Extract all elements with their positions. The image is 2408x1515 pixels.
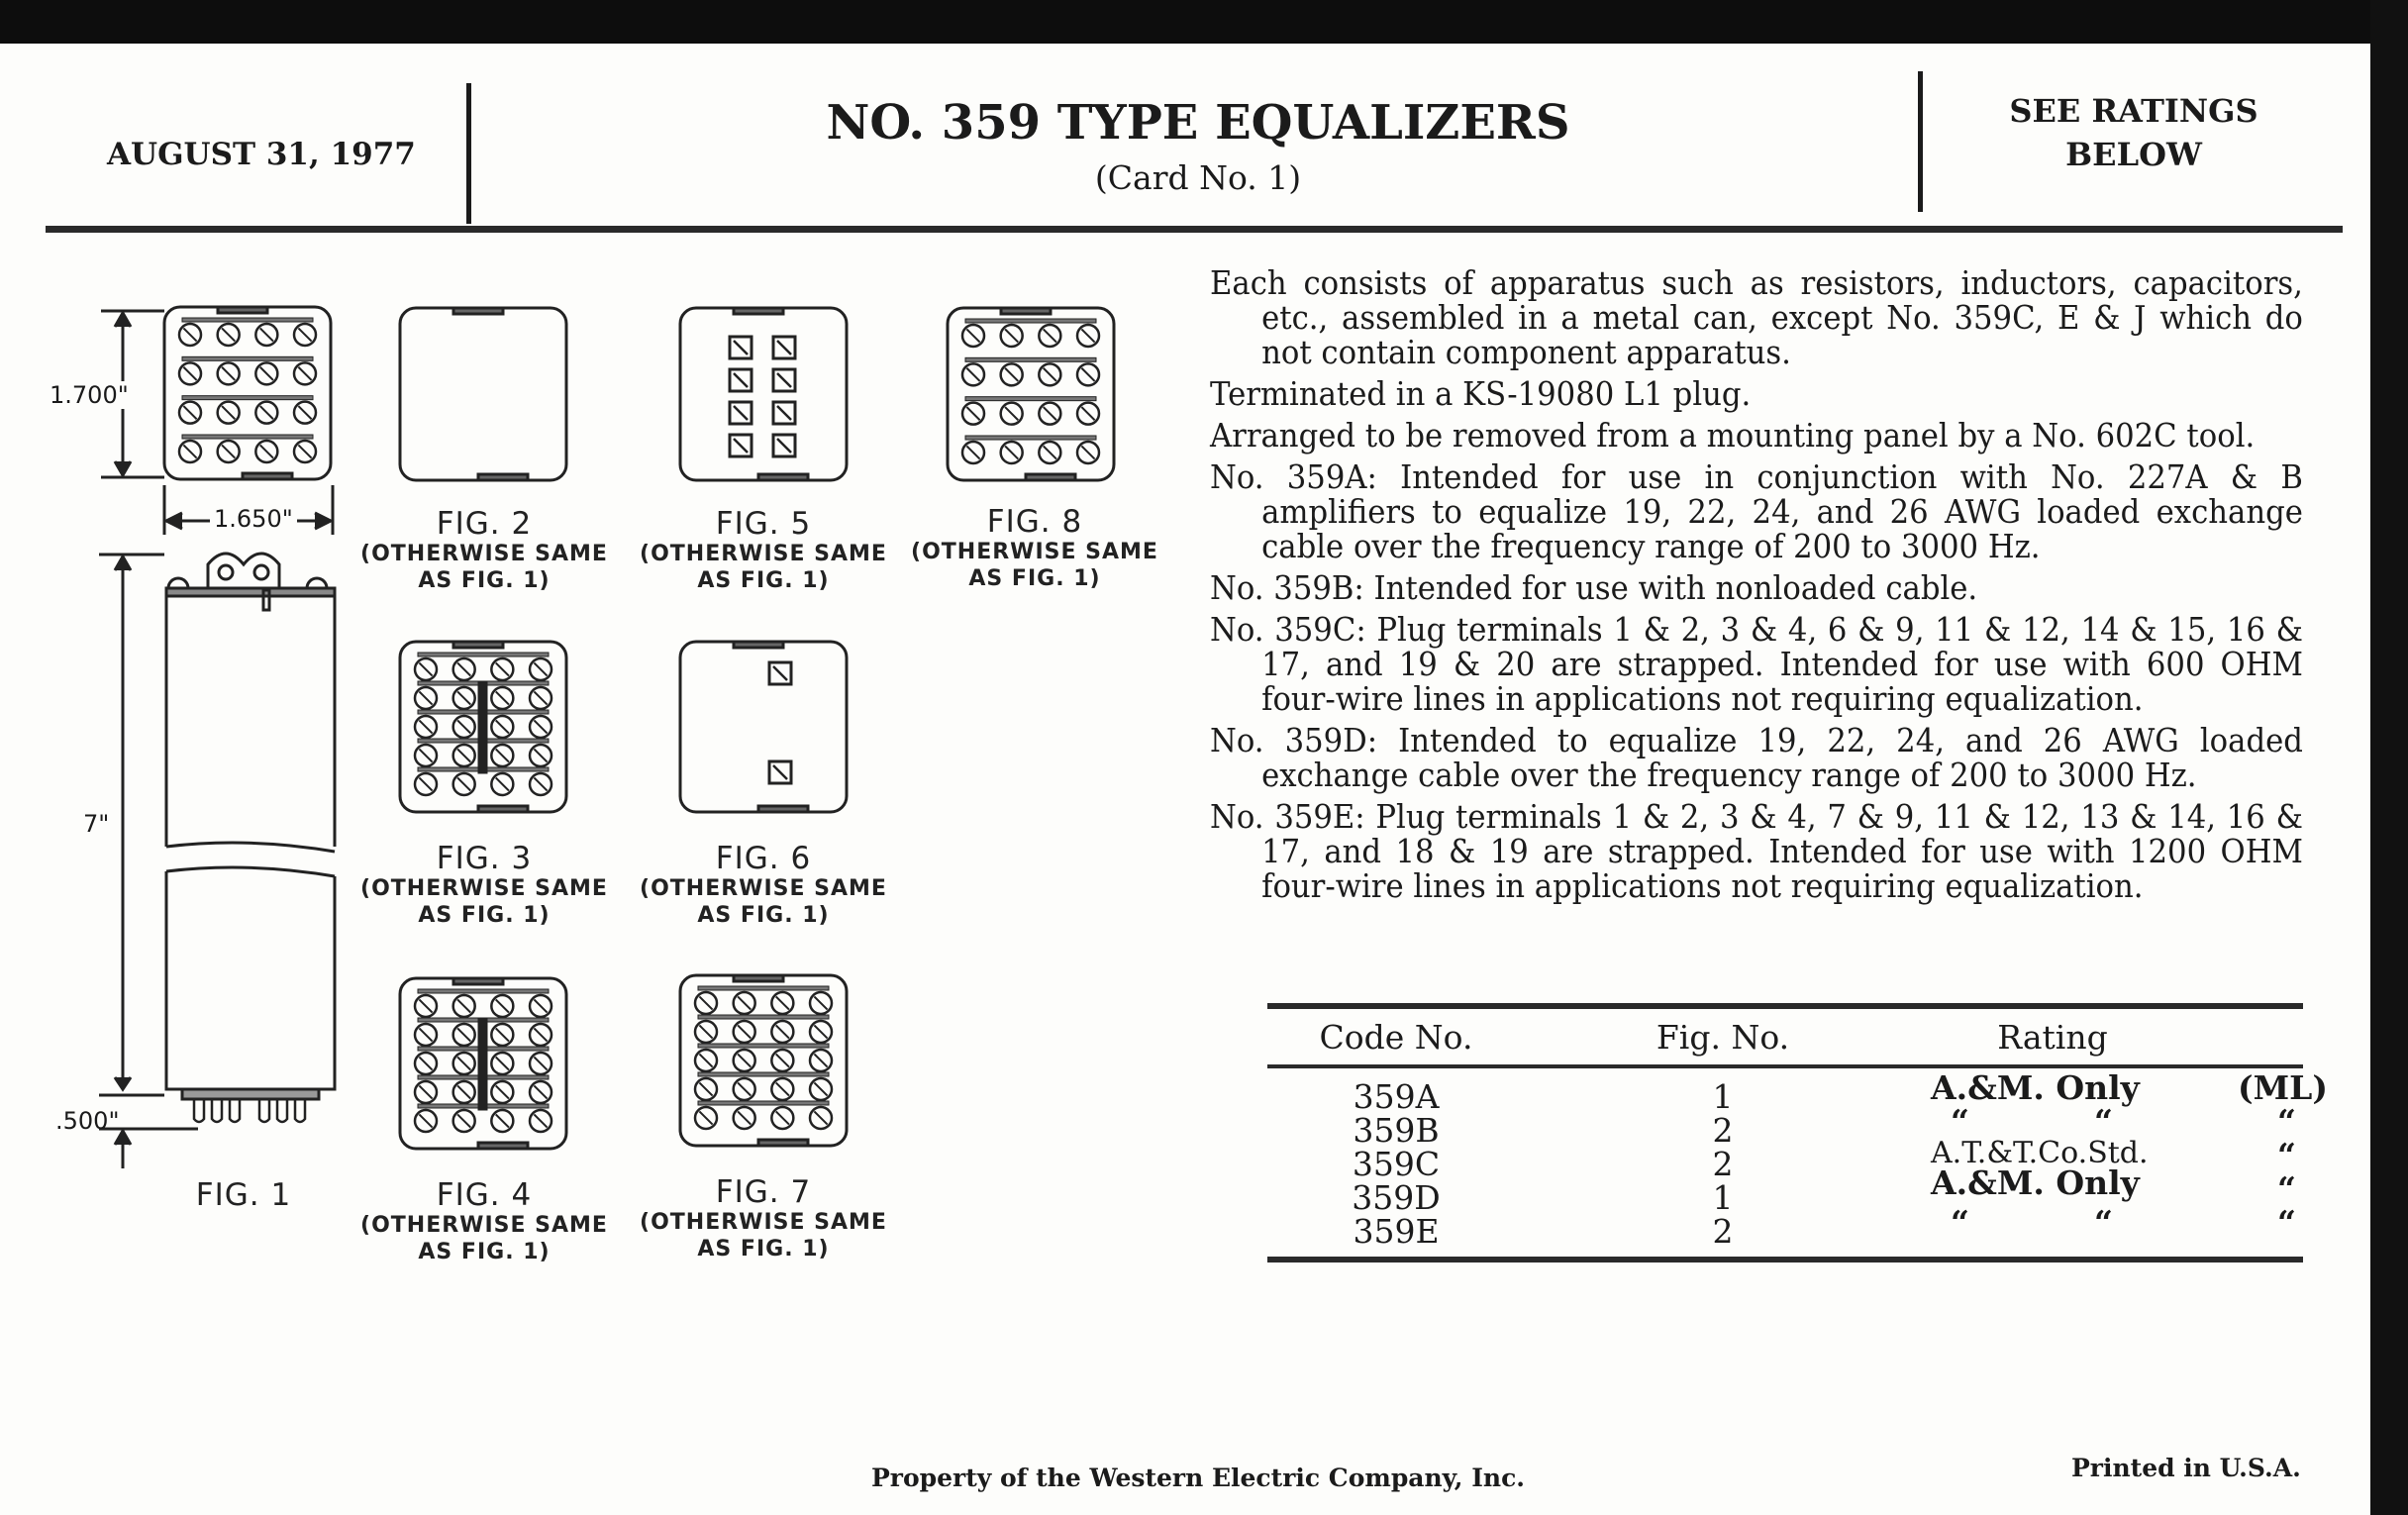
screw-slot <box>260 367 273 380</box>
fig1-pin <box>194 1099 204 1122</box>
screw-slot <box>496 1057 509 1069</box>
screw-slot <box>966 368 979 381</box>
screw-slot <box>776 1025 789 1038</box>
screw-slot <box>776 996 789 1009</box>
screw-slot <box>534 691 547 704</box>
table-body <box>1267 1068 2328 1257</box>
screw-slot <box>183 367 196 380</box>
screw-slot <box>419 1028 432 1041</box>
screw-slot <box>419 720 432 733</box>
screw-slot <box>734 373 748 387</box>
screw-slot <box>738 1111 751 1124</box>
screw-slot <box>699 1025 712 1038</box>
code-cell: 359D <box>1352 1178 1441 1217</box>
fig1-strap <box>182 396 313 400</box>
fig6-tab-top <box>734 642 783 648</box>
fig7-label: FIG. 7 (OTHERWISE SAME AS FIG. 1) <box>640 1174 887 1262</box>
screw-slot <box>1044 407 1056 420</box>
desc-paragraph: No. 359A: Intended for use in conjunction with No. 227A & B amplifiers to equalize 19, 22, 24, and 26 AWG loaded exchange cable over the frequency range of 200 to 3000 Hz. <box>1210 457 2303 565</box>
card-number: (Card No. 1) <box>1094 158 1302 197</box>
screw-slot <box>222 328 235 341</box>
footer-printed: Printed in U.S.A. <box>2071 1454 2301 1482</box>
screw-slot <box>298 328 311 341</box>
fig1-handle-hole <box>219 565 233 579</box>
screw-slot <box>534 749 547 761</box>
rating-cell: A.&M. Only <box>1931 1163 2140 1202</box>
screw-slot <box>457 1114 470 1127</box>
code-cell: 359C <box>1352 1145 1441 1183</box>
screw-slot <box>419 691 432 704</box>
screw-slot <box>777 406 791 420</box>
fig5-outline <box>680 308 847 480</box>
desc-paragraph: Arranged to be removed from a mounting panel by a No. 602C tool. <box>1210 416 2256 454</box>
arrow-right-icon <box>315 513 331 529</box>
desc-paragraph: No. 359D: Intended to equalize 19, 22, 24, and 26 AWG loaded exchange cable over the frequency range of 200 to 3000 Hz. <box>1210 721 2303 794</box>
screw-slot <box>457 777 470 790</box>
screw-slot <box>738 1054 751 1066</box>
screw-slot <box>419 1085 432 1098</box>
fig1-can-lower <box>166 871 335 1089</box>
screw-slot <box>457 749 470 761</box>
screw-slot <box>534 1057 547 1069</box>
screw-slot <box>534 662 547 675</box>
dim-width: 1.650" <box>210 505 297 533</box>
fig-cell: 2 <box>1712 1111 1734 1150</box>
screw-slot <box>699 1082 712 1095</box>
screw-slot <box>1005 446 1018 458</box>
fig7-tab-bottom <box>758 1140 808 1146</box>
screw-slot <box>1044 329 1056 342</box>
screw-slot <box>738 1082 751 1095</box>
screw-slot <box>534 1114 547 1127</box>
dim-height: 1.700" <box>50 381 129 409</box>
screw-slot <box>699 1054 712 1066</box>
desc-paragraph: No. 359C: Plug terminals 1 & 2, 3 & 4, 6 & 9, 11 & 12, 14 & 15, 16 & 17, and 19 & 20 are strapped. Intended for use with 600 OHM four-wire lines in applications not requiring equalization. <box>1210 610 2303 718</box>
fig7-strap <box>698 1072 829 1076</box>
arrow-down-icon <box>115 461 131 475</box>
screw-slot <box>738 1025 751 1038</box>
fig1-pin <box>259 1099 269 1122</box>
fig7-strap <box>698 1044 829 1048</box>
fig1-top-tab-bottom <box>243 473 292 479</box>
ratings-table <box>1267 1003 2328 1262</box>
page-title: NO. 359 TYPE EQUALIZERS <box>826 95 1570 151</box>
scan-border-right <box>2370 0 2408 1515</box>
fig1-strap <box>182 435 313 439</box>
screw-slot <box>814 1111 827 1124</box>
fig7-strap <box>698 1101 829 1105</box>
screw-slot <box>814 996 827 1009</box>
fig8-strap <box>965 357 1096 361</box>
fig4-divider <box>479 1020 486 1109</box>
header-rating: Rating <box>1997 1017 2108 1057</box>
arrow-up-icon <box>115 313 131 327</box>
fig2-outline <box>400 308 566 480</box>
fig8-strap <box>965 436 1096 440</box>
screw-slot <box>534 1085 547 1098</box>
desc-paragraph: No. 359B: Intended for use with nonloaded cable. <box>1210 568 1978 607</box>
screw-slot <box>1005 368 1018 381</box>
fig6-outline <box>680 642 847 812</box>
screw-slot <box>298 445 311 457</box>
screw-slot <box>776 1054 789 1066</box>
screw-slot <box>457 662 470 675</box>
code-cell: 359E <box>1353 1212 1440 1251</box>
fig4-tab-top <box>453 978 503 984</box>
fig1-top-tab-top <box>218 307 267 313</box>
fig1-plug-base <box>182 1089 319 1099</box>
fig8-tab-top <box>1001 308 1051 314</box>
desc-paragraph: Each consists of apparatus such as resistors, inductors, capacitors, etc., assembled in a metal can, except No. 359C, E & J which do not contain component apparatus. <box>1210 263 2303 371</box>
ditto-mark: “ <box>2277 1136 2296 1174</box>
fig2-tab-bottom <box>478 474 528 480</box>
screw-slot <box>534 999 547 1012</box>
fig1-strap <box>182 318 313 322</box>
screw-slot <box>773 666 787 680</box>
fig7-strap <box>698 1015 829 1019</box>
screw-slot <box>777 439 791 453</box>
screw-slot <box>814 1054 827 1066</box>
screw-slot <box>1044 368 1056 381</box>
screw-slot <box>496 691 509 704</box>
fig-cell: 1 <box>1712 1178 1734 1217</box>
fig1-handle-hole <box>254 565 268 579</box>
fig8-strap <box>965 397 1096 401</box>
ratings-note-line2: BELOW <box>2065 136 2202 173</box>
screw-slot <box>738 996 751 1009</box>
rating-cell-ml: (ML) <box>2238 1068 2328 1107</box>
ditto-mark: “ <box>2094 1203 2113 1242</box>
fig1-pin <box>277 1099 287 1122</box>
screw-slot <box>777 341 791 354</box>
ditto-mark: “ <box>2277 1102 2296 1141</box>
screw-slot <box>457 691 470 704</box>
screw-slot <box>457 1085 470 1098</box>
fig-cell: 1 <box>1712 1077 1734 1116</box>
screw-slot <box>814 1082 827 1095</box>
screw-slot <box>1081 329 1094 342</box>
dim-length: 7" <box>83 810 110 838</box>
screw-slot <box>496 777 509 790</box>
screw-slot <box>496 1085 509 1098</box>
fig1-break-bottom <box>166 867 335 876</box>
ditto-mark: “ <box>2277 1169 2296 1208</box>
screw-slot <box>457 1057 470 1069</box>
screw-slot <box>457 1028 470 1041</box>
arrow-up-icon <box>115 556 131 570</box>
screw-slot <box>776 1111 789 1124</box>
screw-slot <box>419 1114 432 1127</box>
screw-slot <box>699 996 712 1009</box>
screw-slot <box>734 406 748 420</box>
fig4-strap <box>418 989 549 993</box>
fig1-label: FIG. 1 <box>195 1177 292 1213</box>
arrow-down-icon <box>115 1077 131 1089</box>
fig3-tab-top <box>453 642 503 648</box>
screw-slot <box>298 406 311 419</box>
header-code: Code No. <box>1319 1017 1473 1057</box>
desc-paragraph: No. 359E: Plug terminals 1 & 2, 3 & 4, 7 & 9, 11 & 12, 13 & 14, 16 & 17, and 18 & 19 are strapped. Intended for use with 1200 OHM four-wire lines in applications not requiring equalization. <box>1210 797 2303 905</box>
screw-slot <box>419 749 432 761</box>
ratings-note-line1: SEE RATINGS <box>2009 92 2258 130</box>
fig5-tab-bottom <box>758 474 808 480</box>
screw-slot <box>183 445 196 457</box>
fig4-label: FIG. 4 (OTHERWISE SAME AS FIG. 1) <box>360 1177 608 1264</box>
fig1-can-upper <box>166 594 335 847</box>
screw-slot <box>298 367 311 380</box>
fig4-tab-bottom <box>478 1143 528 1149</box>
screw-slot <box>699 1111 712 1124</box>
ditto-mark: “ <box>2094 1102 2113 1141</box>
screw-slot <box>222 445 235 457</box>
screw-slot <box>1005 407 1018 420</box>
screw-slot <box>496 720 509 733</box>
screw-slot <box>183 406 196 419</box>
screw-slot <box>734 341 748 354</box>
screw-slot <box>419 777 432 790</box>
fig2-label: FIG. 2 (OTHERWISE SAME AS FIG. 1) <box>360 506 608 593</box>
fig7-tab-top <box>734 975 783 981</box>
screw-slot <box>966 407 979 420</box>
screw-slot <box>222 406 235 419</box>
screw-slot <box>457 720 470 733</box>
screw-slot <box>457 999 470 1012</box>
screw-slot <box>777 373 791 387</box>
fig8-tab-bottom <box>1026 474 1075 480</box>
fig3-label: FIG. 3 (OTHERWISE SAME AS FIG. 1) <box>360 841 608 928</box>
footer-property: Property of the Western Electric Company, Inc. <box>871 1464 1526 1492</box>
fig-cell: 2 <box>1712 1212 1734 1251</box>
screw-slot <box>1081 368 1094 381</box>
screw-slot <box>776 1082 789 1095</box>
desc-paragraph: Terminated in a KS-19080 L1 plug. <box>1210 374 1752 413</box>
fig8-strap <box>965 319 1096 323</box>
screw-slot <box>496 749 509 761</box>
screw-slot <box>1044 446 1056 458</box>
screw-slot <box>419 999 432 1012</box>
fig1-strap <box>182 356 313 360</box>
rating-cell: A.&M. Only <box>1931 1068 2140 1107</box>
fig1-lid <box>166 588 335 596</box>
screw-slot <box>1081 407 1094 420</box>
screw-slot <box>734 439 748 453</box>
rating-cells <box>1921 1068 2328 1249</box>
screw-slot <box>966 329 979 342</box>
ditto-mark: “ <box>2277 1203 2296 1242</box>
fig1-pin <box>230 1099 240 1122</box>
screw-slot <box>1081 446 1094 458</box>
dim-pins: .500" <box>55 1107 120 1135</box>
rating-cell: A.T.&T.Co.Std. <box>1931 1136 2149 1170</box>
arrow-left-icon <box>166 513 182 529</box>
header-divider-right <box>1918 71 1923 212</box>
screw-slot <box>814 1025 827 1038</box>
screw-slot <box>773 765 787 779</box>
code-cell: 359B <box>1353 1111 1440 1150</box>
screw-slot <box>534 720 547 733</box>
screw-slot <box>1005 329 1018 342</box>
fig1-break-top <box>166 843 335 852</box>
header-fig: Fig. No. <box>1656 1017 1790 1057</box>
screw-slot <box>419 1057 432 1069</box>
screw-slot <box>496 999 509 1012</box>
card-date: AUGUST 31, 1977 <box>107 137 416 172</box>
fig1-pin <box>295 1099 305 1122</box>
code-cell: 359A <box>1353 1077 1440 1116</box>
ratings-note <box>1931 89 2337 176</box>
fig6-label: FIG. 6 (OTHERWISE SAME AS FIG. 1) <box>640 841 887 928</box>
screw-slot <box>966 446 979 458</box>
ditto-mark: “ <box>1951 1102 1969 1141</box>
screw-slot <box>496 1028 509 1041</box>
ditto-mark: “ <box>1951 1203 1969 1242</box>
fig6-tab-bottom <box>758 806 808 812</box>
fig1-pin <box>212 1099 222 1122</box>
screw-slot <box>496 662 509 675</box>
screw-slot <box>222 367 235 380</box>
fig3-tab-bottom <box>478 806 528 812</box>
fig5-tab-top <box>734 308 783 314</box>
screw-slot <box>496 1114 509 1127</box>
table-rule-bottom <box>1267 1257 2303 1262</box>
equalizer-drawings <box>0 0 1188 1287</box>
screw-slot <box>260 445 273 457</box>
fig8-label: FIG. 8 (OTHERWISE SAME AS FIG. 1) <box>911 504 1158 591</box>
screw-slot <box>260 328 273 341</box>
fig2-tab-top <box>453 308 503 314</box>
screw-slot <box>534 777 547 790</box>
fig-cell: 2 <box>1712 1145 1734 1183</box>
screw-slot <box>534 1028 547 1041</box>
screw-slot <box>183 328 196 341</box>
table-header <box>1267 1009 2303 1064</box>
fig3-divider <box>479 683 486 772</box>
description <box>1210 265 2303 910</box>
screw-slot <box>419 662 432 675</box>
screw-slot <box>260 406 273 419</box>
fig3-strap <box>418 653 549 656</box>
fig5-label: FIG. 5 (OTHERWISE SAME AS FIG. 1) <box>640 506 887 593</box>
fig7-strap <box>698 986 829 990</box>
